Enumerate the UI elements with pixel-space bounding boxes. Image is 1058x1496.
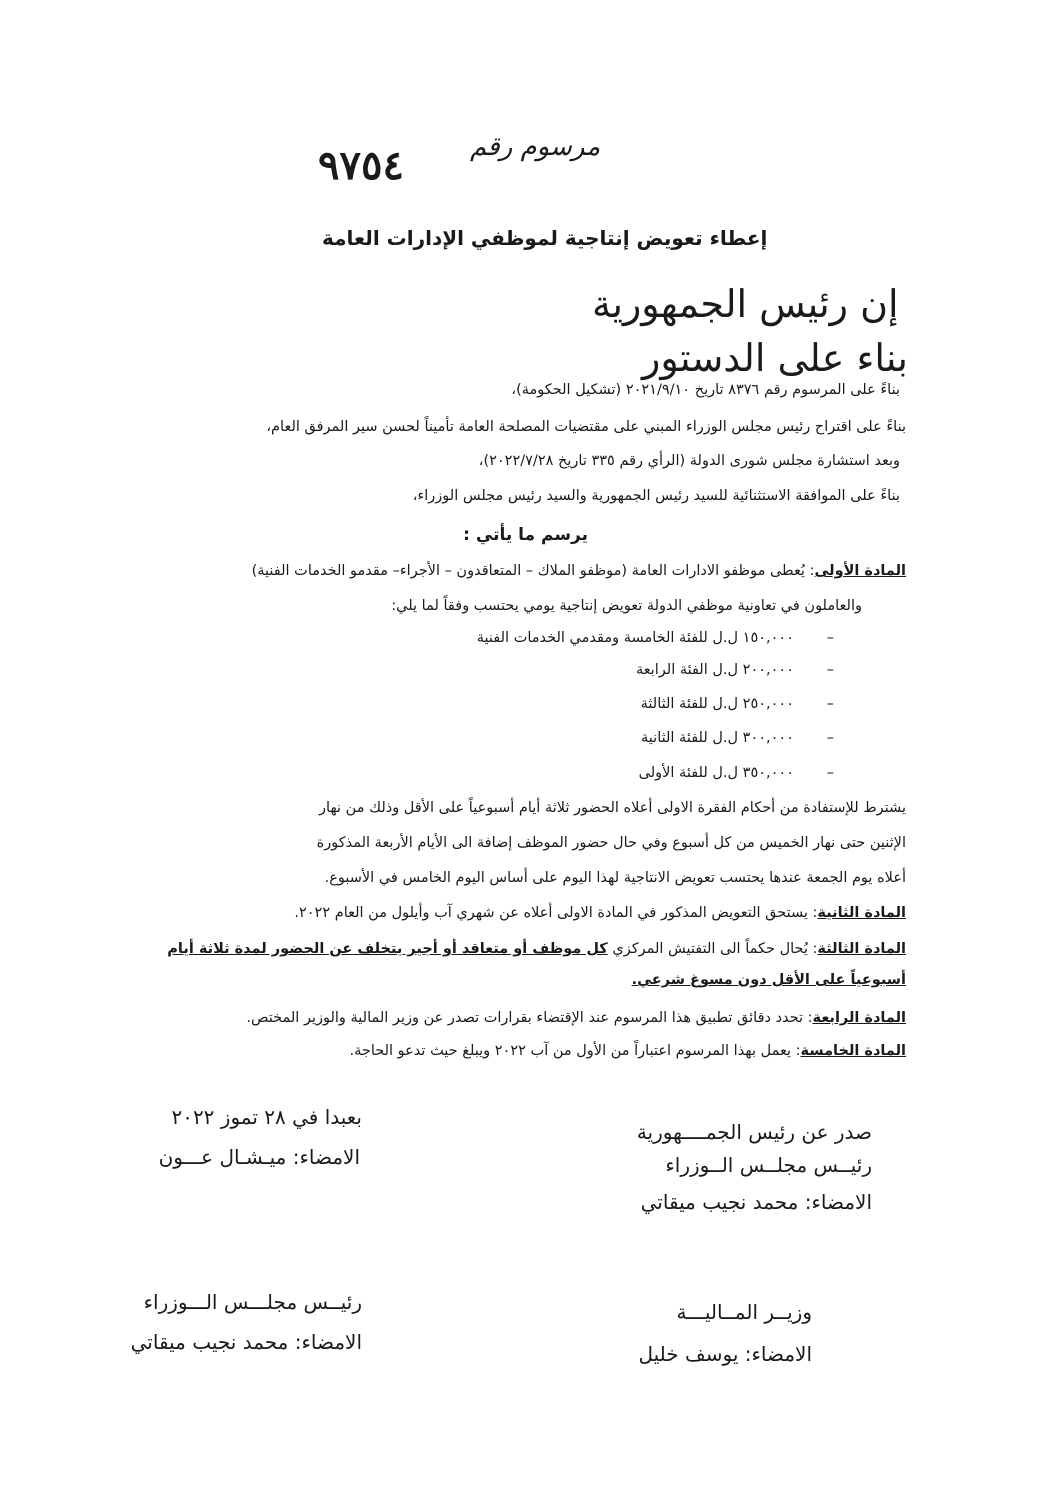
constitution-heading: بناء على الدستور (642, 336, 908, 380)
finance-minister-title: وزيــر المــاليـــة (676, 1300, 812, 1324)
article-2 (294, 905, 906, 921)
decree-label: مرسوم رقم (470, 132, 601, 162)
president-heading: إن رئيس الجمهورية (592, 282, 899, 326)
condition-line: يشترط للإستفادة من أحكام الفقرة الاولى أعلاه الحضور ثلاثة أيام أسبوعياً على الأقل وذلك من نهار (318, 800, 906, 816)
pm-signature-2: الامضاء: محمد نجيب ميقاتي (130, 1330, 362, 1354)
decrees-heading: يرسم ما يأتي : (463, 525, 588, 545)
preamble-line: وبعد استشارة مجلس شورى الدولة (الرأي رقم ٣٣٥ تاريخ ٢٠٢٢/٧/٢٨)، (478, 453, 900, 469)
condition-line: الإثنين حتى نهار الخميس من كل أسبوع وفي حال حضور الموظف إضافة الى الأيام الأربعة المذكورة (316, 835, 906, 851)
article-1-continuation: والعاملون في تعاونية موظفي الدولة تعويض إنتاجية يومي يحتسب وفقاً لما يلي: (391, 598, 862, 614)
preamble-line: بناءً على المرسوم رقم ٨٣٧٦ تاريخ ٢٠٢١/٩/١٠ (تشكيل الحكومة)، (511, 382, 900, 398)
president-signature: الامضاء: ميـشـال عـــون (158, 1145, 360, 1169)
list-item: –٣٠٠,٠٠٠ ل.ل للفئة الثانية (641, 730, 834, 746)
article-label: المادة الخامسة (800, 1043, 906, 1059)
article-1 (252, 563, 906, 579)
preamble-line: بناءً على اقتراح رئيس مجلس الوزراء المبني على مقتضيات المصلحة العامة تأميناً لحسن سير المرفق العام، (266, 419, 906, 435)
list-item: –٢٠٠,٠٠٠ ل.ل الفئة الرابعة (635, 662, 834, 678)
list-item: –٣٥٠,٠٠٠ ل.ل للفئة الأولى (638, 765, 834, 781)
article-5 (349, 1043, 906, 1059)
decree-title: إعطاء تعويض إنتاجية لموظفي الإدارات العامة (322, 226, 768, 250)
pm-title: رئيــس مجلــس الــوزراء (665, 1153, 872, 1177)
preamble-line: بناءً على الموافقة الاستثنائية للسيد رئيس الجمهورية والسيد رئيس مجلس الوزراء، (412, 488, 900, 504)
decree-number: ٩٧٥٤ (318, 142, 404, 189)
list-item: –١٥٠,٠٠٠ ل.ل للفئة الخامسة ومقدمي الخدمات الفنية (476, 630, 834, 646)
article-4 (246, 1010, 906, 1026)
list-item: –٢٥٠,٠٠٠ ل.ل للفئة الثالثة (640, 696, 834, 712)
article-3 (167, 941, 906, 957)
article-text: : يستحق التعويض المذكور في المادة الاولى أعلاه عن شهري آب وأيلول من العام ٢٠٢٢. (294, 905, 818, 921)
article-label: المادة الأولى (814, 563, 906, 579)
pm-signature: الامضاء: محمد نجيب ميقاتي (640, 1190, 872, 1214)
article-3-continuation: أسبوعياً على الأقل دون مسوغ شرعي. (631, 972, 906, 988)
place-date: بعبدا في ٢٨ تموز ٢٠٢٢ (171, 1105, 362, 1129)
pm-title-2: رئيــس مجلـــس الـــوزراء (143, 1290, 362, 1314)
article-label: المادة الرابعة (812, 1010, 906, 1026)
article-label: المادة الثانية (817, 905, 906, 921)
condition-line: أعلاه يوم الجمعة عندها يحتسب تعويض الانتاجية لهذا اليوم على أساس اليوم الخامس في الأسبوع. (324, 870, 906, 886)
finance-minister-signature: الامضاء: يوسف خليل (638, 1342, 812, 1366)
article-label: المادة الثالثة (817, 941, 906, 957)
article-text: : تحدد دقائق تطبيق هذا المرسوم عند الإقتضاء بقرارات تصدر عن وزير المالية والوزير المختص. (246, 1010, 813, 1026)
article-text: : يعمل بهذا المرسوم اعتباراً من الأول من آب ٢٠٢٢ ويبلغ حيث تدعو الحاجة. (349, 1043, 801, 1059)
issued-by: صدر عن رئيس الجمــــهورية (636, 1120, 872, 1144)
article-text-emphasis: كل موظف أو متعاقد أو أجير يتخلف عن الحضور لمدة ثلاثة أيام (167, 941, 608, 957)
article-text: : يُحال حكماً الى التفتيش المركزي (607, 941, 818, 957)
article-text: : يُعطى موظفو الادارات العامة (موظفو الملاك – المتعاقدون – الأجراء– مقدمو الخدمات الفنية) (251, 563, 815, 579)
